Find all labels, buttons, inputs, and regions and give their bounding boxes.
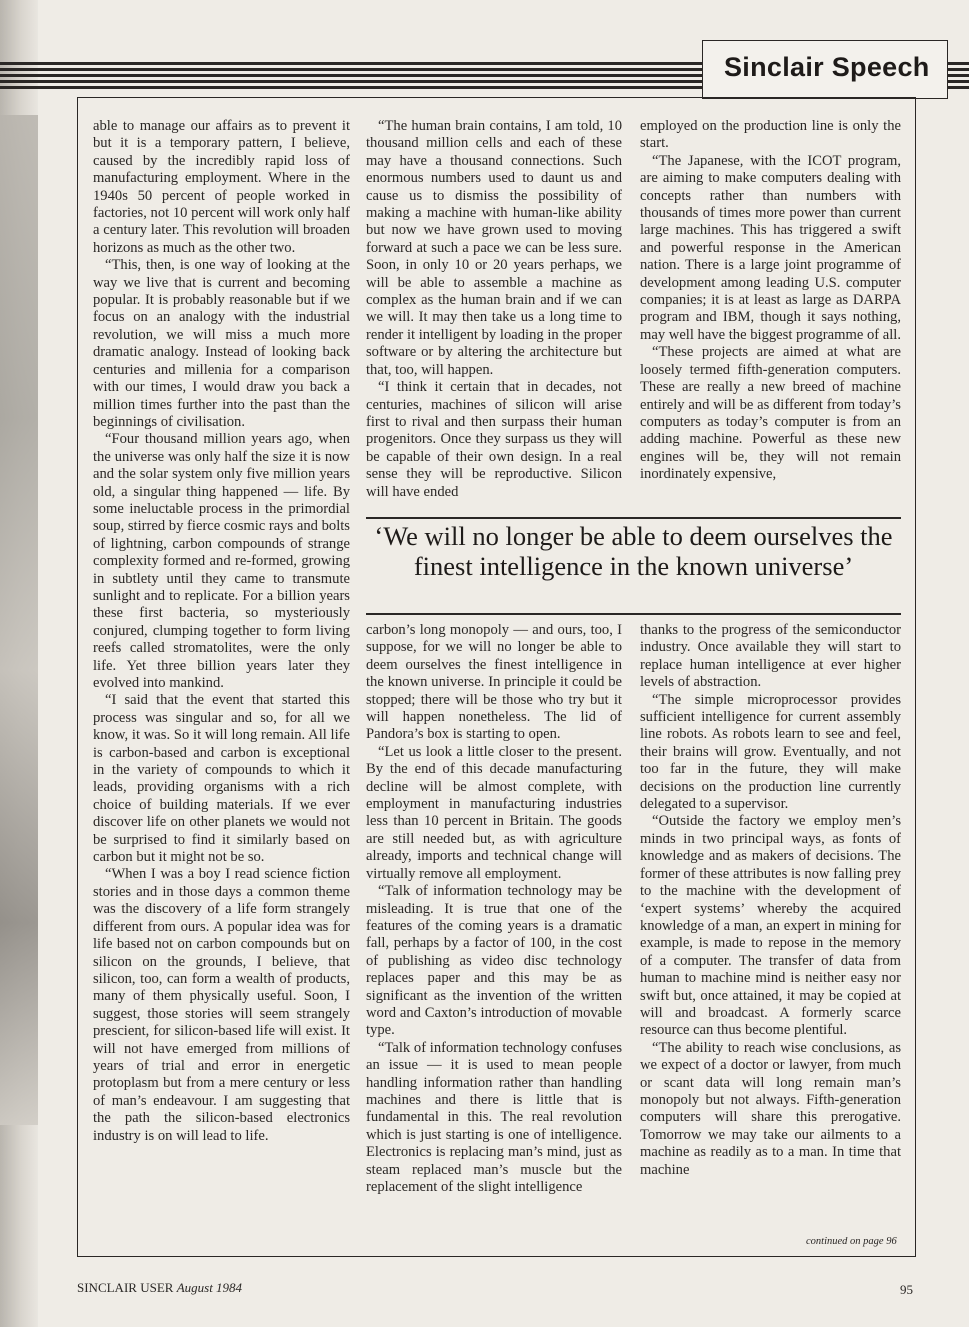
header-rule-stripes-right bbox=[946, 62, 969, 90]
article-column-3-top bbox=[640, 118, 901, 518]
paragraph: “The simple microprocessor provides sufficient intelligence for current assembly line robots. As robots learn to see and feel, their brains will grow. Eventually, and not too far in the future, they will make decisions on the production line currently delegated to a supervisor. bbox=[640, 691, 901, 813]
paragraph: able to manage our affairs as to prevent it but it is a temporary pattern, I believe, caused by the incredibly rapid loss of manufacturing employment. Where in the 1940s 50 percent of people worked in factories, not 10 percent will work only half a century later. This revolution will broaden horizons as much as the other two. bbox=[93, 118, 350, 256]
paragraph: “I think it certain that in decades, not centuries, machines of silicon will arise first to rival and then surpass their human progenitors. Once they surpass us they will be capable of their own design. In a real sense they will be reproductive. Silicon will have ended bbox=[366, 379, 622, 500]
footer-date: August 1984 bbox=[176, 1280, 243, 1295]
paragraph: carbon’s long monopoly — and ours, too, I suppose, for we will no longer be able to deem ourselves the finest intelligence in the known universe. In principle it could be stopped; there will be those who try but it will happen nonetheless. The lid of Pandora’s box is starting to open. bbox=[366, 622, 622, 743]
paragraph: thanks to the progress of the semiconductor industry. Once available they will start to replace human intelligence at ever higher levels of abstraction. bbox=[640, 622, 901, 691]
continued-note: continued on page 96 bbox=[806, 1236, 897, 1247]
section-title: Sinclair Speech bbox=[724, 52, 930, 82]
article-column-3-bottom bbox=[640, 622, 901, 1222]
page-number: 95 bbox=[900, 1282, 913, 1297]
paragraph: “Talk of information technology confuses an issue — it is used to mean people handling information rather than handling machines and there is little that is fundamental in this. The real revolution which is just starting is one of intelligence. Electronics is replacing man’s mind, just as steam replaced man’s muscle but the replacement of the slight intelligence bbox=[366, 1039, 622, 1195]
article-column-2-bottom bbox=[366, 622, 622, 1247]
paragraph: “This, then, is one way of looking at the way we live that is current and becoming popular. It is probably reasonable but if we focus on an analogy with the industrial revolution, we will miss a much more dramatic analogy. Instead of looking back centuries and millenia for a comparison with our times, I would draw you back a million times further into the past than the beginnings of civilisation. bbox=[93, 257, 350, 430]
header-rule-stripes bbox=[0, 62, 745, 90]
footer-magazine-info bbox=[77, 1280, 242, 1296]
paragraph: “These projects are aimed at what are loosely termed fifth-generation computers. These are really a new breed of machine entirely and will be as different from today’s computers as today’s computer is from an adding machine. Powerful as these new engines will be, they will not remain inordinately expensive, bbox=[640, 344, 901, 483]
paragraph: “Outside the factory we employ men’s minds in two principal ways, as fonts of knowledge and as makers of decisions. The former of these attributes is now falling prey to the machine with the development of ‘expert systems’ whereby the acquired knowledge of a man, an expert in mining for example, is made to repose in the memory of a computer. The transfer of data from human to machine mind is neither easy nor swift but, once attained, it may be copied at will and broadcast. A formerly scarce resource can thus become plentiful. bbox=[640, 813, 901, 1039]
paragraph: “When I was a boy I read science fiction stories and in those days a common theme was the discovery of a life form strangely different from ours. A popular idea was for life based not on carbon compounds but on silicon on the grounds, I believe, that silicon, too, can form a wealth of products, many of them physically useful. Soon, I suggest, those stories will seem strangely prescient, for silicon-based life will exist. It will not have emerged from millions of years of trial and error in energetic protoplasm but from a mere century or less of man’s endeavour. I am suggesting that the path the silicon-based electronics industry is on will lead to life. bbox=[93, 866, 350, 1144]
footer-magazine-name: SINCLAIR USER bbox=[77, 1280, 174, 1295]
paragraph: “The human brain contains, I am told, 10 thousand million cells and each of these may have a thousand connections. Such enormous numbers used to daunt us and cause us to dismiss the possibility of making a machine with human-like ability but now we have grown used to moving forward at such a pace we can be less sure. Soon, in only 10 or 20 years perhaps, we will be able to assemble a machine as complex as the human brain and if we can we will. It may then take us a long time to render it intelligent by loading in the proper software or by altering the architecture but that, too, will happen. bbox=[366, 118, 622, 378]
pull-quote: ‘We will no longer be able to deem ourselves the finest intelligence in the known universe’ bbox=[374, 521, 893, 581]
pull-quote-rule-bottom bbox=[366, 613, 901, 615]
pull-quote-rule-top bbox=[366, 517, 901, 519]
adjacent-page-photo-edge bbox=[0, 115, 38, 1125]
paragraph: “The Japanese, with the ICOT program, are aiming to make computers dealing with concepts rather than numbers with thousands of times more power than current large machines. This has triggered a swift and powerful response in the American nation. There is a large joint programme of development among leading U.S. computer companies; it is at least as large as DARPA program and IBM, though it says nothing, may well have the biggest programme of all. bbox=[640, 152, 901, 343]
paragraph: “The ability to reach wise conclusions, as we expect of a doctor or lawyer, from much or scant data will long remain man’s monopoly but not always. Fifth-generation computers will share this prerogative. Tomorrow we may take our ailments to a machine as readily as to a man. In time that machine bbox=[640, 1039, 901, 1178]
article-column-2-top bbox=[366, 118, 622, 518]
paragraph: “I said that the event that started this process was singular and so, for all we know, it was. So it will long remain. All life is carbon-based and carbon is exceptional in the variety of compounds to which it leads, providing organisms with a rich choice of building materials. If we ever discover life on other planets we would not be surprised to find it similarly based on carbon but it might not be so. bbox=[93, 692, 350, 866]
paragraph: “Let us look a little closer to the present. By the end of this decade manufacturing decline will be almost complete, with employment in manufacturing industries less than 10 percent in Britain. The goods are still needed but, as with agriculture already, imports and technical change will virtually remove all employment. bbox=[366, 743, 622, 882]
paragraph: “Talk of information technology may be misleading. It is true that one of the features of the coming years is a dramatic fall, perhaps by a factor of 100, in the cost of publishing as video disc technology replaces paper and this may be as significant as the invention of the written word and Caxton’s introduction of movable type. bbox=[366, 883, 622, 1039]
article-column-1 bbox=[93, 118, 350, 1248]
paragraph: employed on the production line is only the start. bbox=[640, 118, 901, 152]
paragraph: “Four thousand million years ago, when the universe was only half the size it is now and the solar system only five million years old, a singular thing happened — life. By some ineluctable process in the primordial soup, stirred by fierce cosmic rays and bolts of lightning, carbon compounds of strange complexity formed and re-formed, growing in subtlety until they came to transmute sunlight and to replicate. For a billion years these first bacteria, so mysteriously conjured, clumping together to form living reefs called stromatolites, were the only life. Yet three billion years later they evolved into mankind. bbox=[93, 431, 350, 691]
